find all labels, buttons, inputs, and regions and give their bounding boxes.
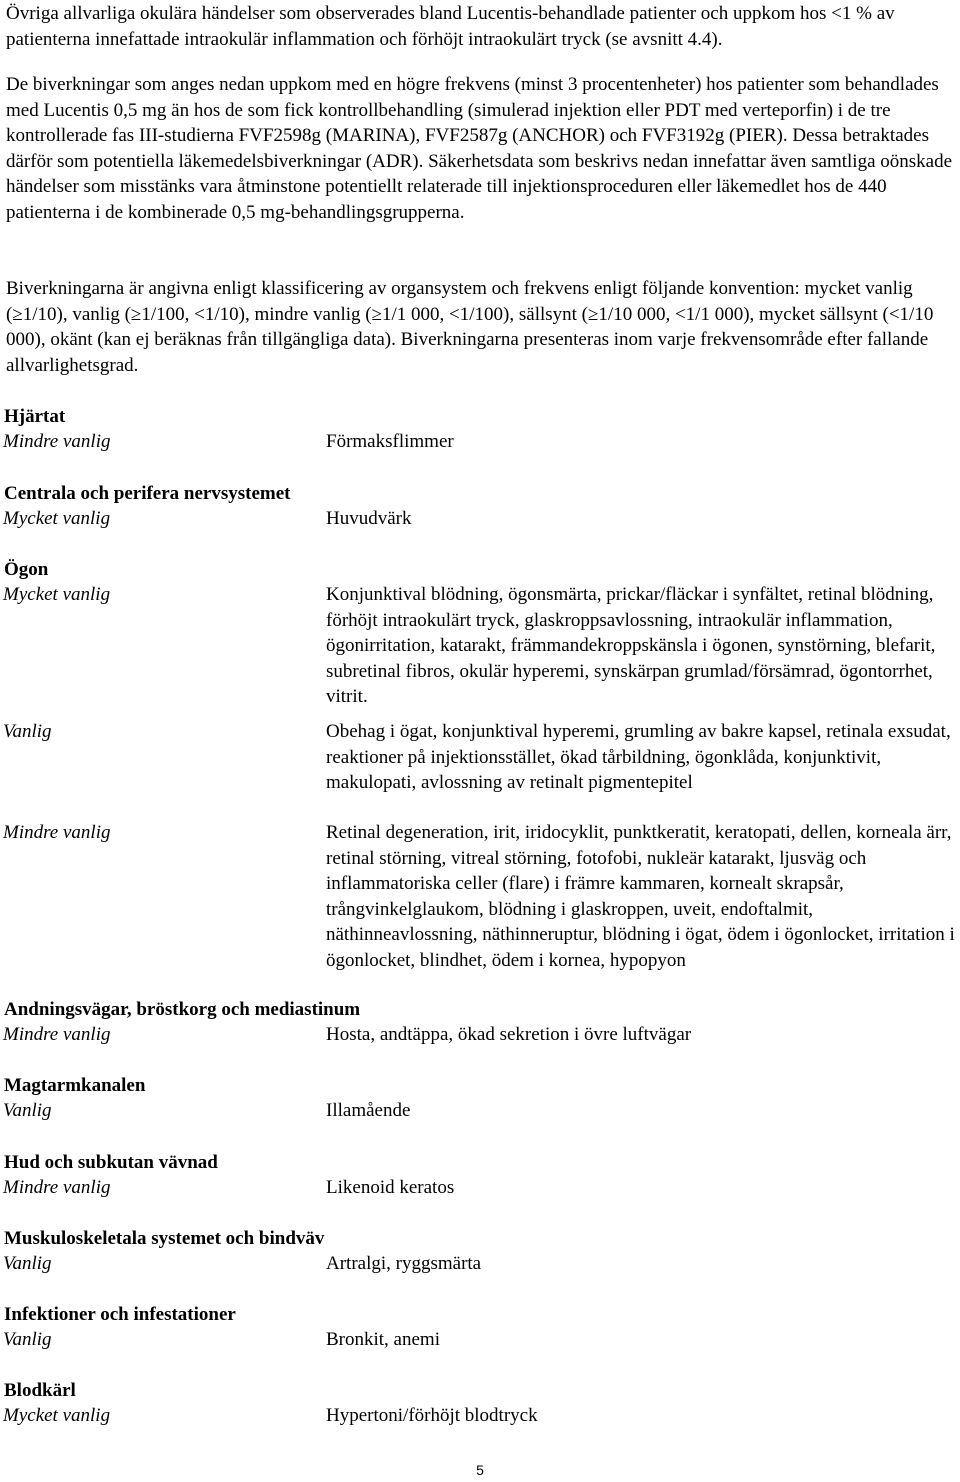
adverse-reaction-text: Obehag i ögat, konjunktival hyperemi, grumling av bakre kapsel, retinala exsudat, reaktioner på injektionsstället, ökad tårbildning, ögonklåda, konjunktivit, makulopati, avlossning av retinalt pigmentepitel bbox=[326, 721, 951, 793]
frequency-convention-paragraph: Biverkningarna är angivna enligt klassificering av organsystem och frekvens enligt följande konvention: mycket vanlig (≥1/10), vanlig (≥1/100, <1/10), mindre vanlig (≥1/1 000, <1/100), sällsynt (≥1/10 000, <1/1 000), mycket sällsynt (<1/10 000), okänt (kan ej beräknas från tillgängliga data). Biverkningarna presenteras inom varje frekvensområde efter fallande allvarlighetsgrad. bbox=[6, 278, 934, 376]
section-title-gastrointestinal: Magtarmkanalen bbox=[4, 1075, 146, 1096]
section-title-infections: Infektioner och infestationer bbox=[4, 1304, 236, 1325]
section-title-skin: Hud och subkutan vävnad bbox=[4, 1152, 218, 1173]
adverse-reaction-text: Artralgi, ryggsmärta bbox=[326, 1253, 482, 1274]
page-number: 5 bbox=[476, 1462, 484, 1478]
adverse-reaction-text: Likenoid keratos bbox=[326, 1177, 455, 1198]
adverse-reaction-text: Förmaksflimmer bbox=[326, 431, 454, 452]
adr-methods-paragraph: De biverkningar som anges nedan uppkom med en högre frekvens (minst 3 procentenheter) hos patienter som behandlades med Lucentis 0,5 mg än hos de som fick kontrollbehandling (simulerad injektion eller PDT med verteporfin) i de tre kontrollerade fas III-studierna FVF2598g (MARINA), FVF2587g (ANCHOR) och FVF3192g (PIER). Dessa betraktades därför som potentiella läkemedelsbiverkningar (ADR). Säkerhetsdata som beskrivs nedan innefattar även samtliga oönskade händelser som misstänks vara åtminstone potentiellt relaterade till injektionsproceduren eller läkemedlet hos de 440 patienterna i de kombinerade 0,5 mg-behandlingsgrupperna. bbox=[6, 74, 953, 223]
adverse-reaction-text: Retinal degeneration, irit, iridocyklit, punktkeratit, keratopati, dellen, korneala ärr, retinal störning, vitreal störning, fotofobi, nukleär katarakt, ljusväg och inflammatoriska celler (flare) i främre kammaren, kornealt skrapsår, trångvinkelglaukom, blödning i glaskroppen, uveit, endoftalmit, näthinneavlossning, näthinneruptur, blödning i ögat, ödem i ögonlocket, irritation i ögonlocket, blindhet, ödem i kornea, hypopyon bbox=[326, 822, 955, 971]
frequency-label: Vanlig bbox=[3, 1329, 52, 1350]
section-title-heart: Hjärtat bbox=[4, 406, 66, 427]
frequency-label: Mindre vanlig bbox=[3, 1177, 111, 1198]
frequency-label: Mycket vanlig bbox=[3, 1405, 111, 1426]
frequency-label: Vanlig bbox=[3, 721, 52, 742]
adverse-reaction-text: Huvudvärk bbox=[326, 508, 412, 529]
frequency-label: Mycket vanlig bbox=[3, 508, 111, 529]
frequency-label: Mindre vanlig bbox=[3, 1024, 111, 1045]
adverse-reaction-text: Bronkit, anemi bbox=[326, 1329, 440, 1350]
section-title-vascular: Blodkärl bbox=[4, 1380, 76, 1401]
frequency-label: Vanlig bbox=[3, 1253, 52, 1274]
frequency-label: Mindre vanlig bbox=[3, 431, 111, 452]
adverse-reaction-text: Konjunktival blödning, ögonsmärta, prickar/fläckar i synfältet, retinal blödning, förhöjt intraokulärt tryck, glaskroppsavlossning, intraokulär inflammation, ögonirritation, katarakt, främmandekroppskänsla i ögonen, synstörning, blefarit, subretinal fibros, okulär hyperemi, synskärpan grumlad/försämrad, ögontorrhet, vitrit. bbox=[326, 584, 936, 707]
frequency-label: Mindre vanlig bbox=[3, 822, 111, 843]
adverse-reaction-text: Hosta, andtäppa, ökad sekretion i övre luftvägar bbox=[326, 1024, 692, 1045]
intro-paragraph: Övriga allvarliga okulära händelser som observerades bland Lucentis-behandlade patienter och uppkom hos <1 % av patienterna innefattade intraokulär inflammation och förhöjt intraokulärt tryck (se avsnitt 4.4). bbox=[6, 3, 895, 50]
frequency-label: Mycket vanlig bbox=[3, 584, 111, 605]
section-title-eyes: Ögon bbox=[4, 559, 49, 580]
adverse-reaction-text: Illamående bbox=[326, 1100, 411, 1121]
frequency-label: Vanlig bbox=[3, 1100, 52, 1121]
adverse-reaction-text: Hypertoni/förhöjt blodtryck bbox=[326, 1405, 538, 1426]
section-title-respiratory: Andningsvägar, bröstkorg och mediastinum bbox=[4, 999, 361, 1020]
section-title-musculoskeletal: Muskuloskeletala systemet och bindväv bbox=[4, 1228, 325, 1249]
section-title-nervous-system: Centrala och perifera nervsystemet bbox=[4, 483, 291, 504]
